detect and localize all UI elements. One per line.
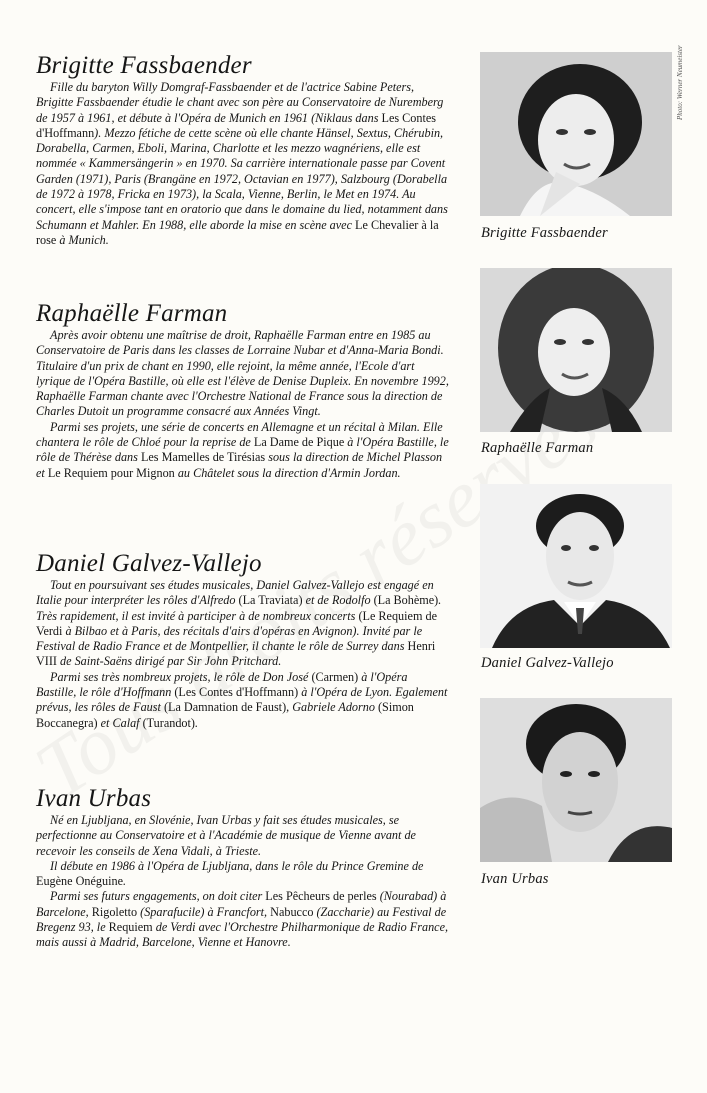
portrait-photo-farman <box>480 268 672 432</box>
work-title: La Dame de Pique <box>253 435 345 450</box>
work-title: (Turandot) <box>142 715 195 730</box>
text-run: Tout en poursuivant ses études musicales, Daniel Galvez-Vallejo est engagé en Italie pour interpréter les rôles d'Alfredo <box>36 578 434 608</box>
bio-farman <box>36 300 450 481</box>
text-run: à l'Opéra Bastille, le rôle d'Hoffmann <box>36 669 408 700</box>
bio-urbas <box>36 785 450 951</box>
text-run: à l'Opéra Bastille, le rôle de Thérèse dans <box>36 435 449 465</box>
bio-paragraph <box>36 670 450 731</box>
work-title: Nabucco <box>270 904 314 919</box>
text-run: de Verdi avec l'Orchestre Philharmonique de Radio France, mais aussi à Madrid, Barcelone, Vienne et Hanovre. <box>36 920 449 950</box>
artist-name: Raphaëlle Farman <box>36 300 228 327</box>
bio-paragraph <box>36 859 450 890</box>
work-title: Les Pêcheurs de perles <box>265 889 377 904</box>
portrait-photo-urbas <box>480 698 672 862</box>
text-run: de Saint-Saëns dirigé par Sir John Pritchard. <box>56 654 282 669</box>
text-run: . Très rapidement, il est invité à participer à de nombreux concerts <box>36 593 442 623</box>
text-run: Parmi ses futurs engagements, on doit citer <box>50 889 266 904</box>
work-title: Les Mamelles de Tirésias <box>140 450 266 465</box>
text-run: au Châtelet sous la direction d'Armin Jordan. <box>174 465 401 480</box>
bio-fassbaender <box>36 52 450 248</box>
work-title: (Carmen) <box>311 669 359 684</box>
text-run: sous la direction de Michel Plasson et <box>36 450 443 480</box>
text-run: . <box>122 874 127 889</box>
work-title: (Les Contes d'Hoffmann) <box>174 685 299 700</box>
text-run: à Bilbao et à Paris, des récitals d'airs d'opéras en Avignon). Invité par le Festival de Radio France et de Montpellier, il chante le rôle de Surrey dans <box>36 623 423 654</box>
text-run: et de Rodolfo <box>302 593 374 608</box>
artist-name: Ivan Urbas <box>36 785 152 812</box>
work-title: (La Traviata) <box>238 593 303 608</box>
text-run: . <box>194 715 199 730</box>
photo-credit: Photo: Werner Neumeister <box>676 45 684 120</box>
work-title: Rigoletto <box>91 904 138 919</box>
bio-text <box>36 328 450 481</box>
text-run: à Munich. <box>56 232 109 247</box>
portrait-photo-fassbaender <box>480 52 672 216</box>
text-run: (Sparafucile) à Francfort, <box>137 904 271 919</box>
work-title: Le Chevalier à la rose <box>36 217 439 247</box>
work-title: (La Bohème) <box>373 593 439 608</box>
bio-text <box>36 813 450 951</box>
work-title: Les Contes d'Hoffmann <box>36 110 436 140</box>
text-run: Après avoir obtenu une maîtrise de droit, Raphaëlle Farman entre en 1985 au Conservatoire de Paris dans les classes de Lorraine Nubar et d'Anna-Maria Bondi. Titulaire d'un prix de chant en 1990, elle rejoint, la même année, l'Ecole d'art lyrique de l'Opéra Bastille, où elle est l'élève de Denise Dupleix. En novembre 1992, Raphaëlle Farman chante avec l'Orchestre National de France sous la direction de Charles Dutoit un programme consacré aux Années Vingt. <box>36 328 449 419</box>
work-title: (Le Requiem de Verdi <box>36 608 437 638</box>
bio-text <box>36 80 450 248</box>
artist-name: Daniel Galvez-Vallejo <box>36 550 262 577</box>
text-run: (Nourabad) à Barcelone, <box>36 889 447 919</box>
text-run: à l'Opéra de Lyon. Egalement prévus, les rôles de Faust <box>36 685 448 715</box>
work-title: (Simon Boccanegra) <box>36 700 414 730</box>
work-title: Le Requiem pour Mignon <box>47 465 175 480</box>
text-run: Il débute en 1986 à l'Opéra de Ljubljana, dans le rôle du Prince Gremine de <box>50 858 424 873</box>
bio-paragraph <box>36 420 450 481</box>
text-run: Fille du baryton Willy Domgraf-Fassbaender et de l'actrice Sabine Peters, Brigitte Fassbaender étudie le chant avec son père au Conservatoire de Nuremberg de 1957 à 1961, et débute à l'Opéra de Munich en 1961 (Niklaus dans <box>36 80 444 125</box>
text-run: ). Mezzo fétiche de cette scène où elle chante Hänsel, Sextus, Chérubin, Dorabella, Carmen, Eboli, Marina, Charlotte et les mezzo wagnériens, elle est nommée « Kammersängerin » en 1970. Sa carrière internationale passe par Covent Garden (1971), Paris (Brangäne en 1972, Octavian en 1977), Salzbourg (Dorabella de 1972 à 1978, Fricka en 1973), la Scala, Vienne, Berlin, le Met en 1974. Au concert, elle s'impose tant en oratorio que dans le domaine du lied, notamment dans Schumann et Mahler. En 1988, elle aborde la mise en scène avec <box>36 125 448 232</box>
text-run: et Calaf <box>97 715 143 730</box>
bio-galvez-vallejo <box>36 550 450 731</box>
artist-name: Brigitte Fassbaender <box>36 52 252 79</box>
caption-galvez-vallejo: Daniel Galvez-Vallejo <box>481 655 614 671</box>
bio-paragraph <box>36 813 450 859</box>
bio-paragraph <box>36 328 450 420</box>
bio-paragraph <box>36 80 450 248</box>
caption-fassbaender: Brigitte Fassbaender <box>481 225 608 241</box>
work-title: (La Damnation de Faust) <box>163 700 287 715</box>
text-run: , Gabriele Adorno <box>286 700 378 715</box>
bio-text <box>36 578 450 731</box>
text-run: Né en Ljubljana, en Slovénie, Ivan Urbas y fait ses études musicales, se perfectionne au Conservatoire et à l'Académie de musique de Vienne avant de recevoir les conseils de Xena Vidali, à Trieste. <box>36 813 416 858</box>
portrait-photo-galvez-vallejo <box>480 484 672 648</box>
caption-farman: Raphaëlle Farman <box>481 440 594 456</box>
work-title: Requiem <box>108 920 153 935</box>
work-title: Eugène Onéguine <box>36 874 123 889</box>
caption-urbas: Ivan Urbas <box>481 871 549 887</box>
text-run: (Zaccharie) au Festival de Bregenz 93, le <box>36 904 447 935</box>
work-title: Henri VIII <box>36 639 436 669</box>
text-run: Parmi ses très nombreux projets, le rôle de Don José <box>50 669 312 684</box>
text-run: Parmi ses projets, une série de concerts en Allemagne et un récital à Milan. Elle chantera le rôle de Chloé pour la reprise de <box>36 419 443 450</box>
bio-paragraph <box>36 578 450 670</box>
bio-paragraph <box>36 889 450 950</box>
